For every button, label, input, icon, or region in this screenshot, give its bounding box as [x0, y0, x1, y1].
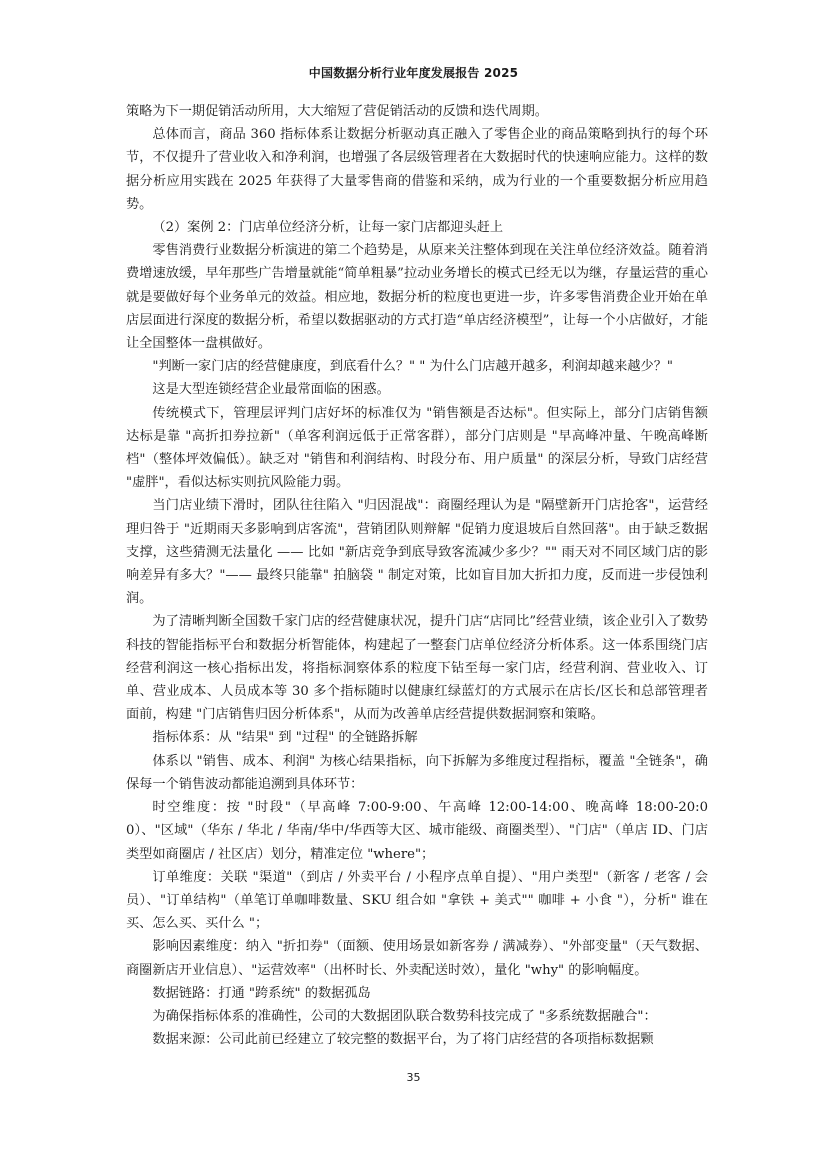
paragraph: 为了清晰判断全国数千家门店的经营健康状况，提升门店“店同比”经营业绩，该企业引入了数势科技的智能指标平台和数据分析智能体，构建起了一整套门店单位经济分析体系。这一体系围绕门店经营利润这一核心指标出发，将指标洞察体系的粒度下钻至每一家门店，经营利润、营业收入、订单、营业成本、人员成本等 30 多个指标随时以健康红绿蓝灯的方式展示在店长/区长和总部管理者面前，构建 "门店销售归因分析体系"，从而为改善单店经营提供数据洞察和策略。 — [126, 614, 708, 723]
paragraph: 体系以 "销售、成本、利润" 为核心结果指标，向下拆解为多维度过程指标，覆盖 "全链条"，确保每一个销售波动都能追溯到具体环节： — [126, 753, 708, 792]
subheading: 指标体系：从 "结果" 到 "过程" 的全链路拆解 — [152, 730, 418, 746]
paragraph: 策略为下一期促销活动所用，大大缩短了营促销活动的反馈和迭代周期。 — [126, 104, 548, 119]
report-body — [126, 100, 708, 1051]
paragraph: 零售消费行业数据分析演进的第二个趋势是，从原来关注整体到现在关注单位经济效益。随着消费增速放缓，早年那些广告增量就能“简单粗暴”拉动业务增长的模式已经无以为继，存量运营的重心就是要做好每个业务单元的效益。相应地，数据分析的粒度也更进一步，许多零售消费企业开始在单店层面进行深度的数据分析，希望以数据驱动的方式打造“单店经济模型”，让每一个小店做好，才能让全国整体一盘棋做好。 — [126, 243, 708, 352]
paragraph: 订单维度：关联 "渠道"（到店 / 外卖平台 / 小程序点单自提）、"用户类型"（新客 / 老客 / 会员）、"订单结构"（单笔订单咖啡数量、SKU 组合如 "拿铁 + 美式"" 咖啡 + 小食 "），分析" 谁在买、怎么买、买什么 "； — [126, 869, 708, 932]
page-number: 35 — [406, 1071, 421, 1084]
paragraph: 时空维度：按 "时段"（早高峰 7:00-9:00、午高峰 12:00-14:00、晚高峰 18:00-20:00）、"区域"（华东 / 华北 / 华南/华中/华西等大区、城市能级、商圈类型）、"门店"（单店 ID、门店类型如商圈店 / 社区店）划分，精准定位 "where"； — [126, 800, 708, 862]
paragraph: 总体而言，商品 360 指标体系让数据分析驱动真正融入了零售企业的商品策略到执行的每个环节，不仅提升了营业收入和净利润，也增强了各层级管理者在大数据时代的快速响应能力。这样的数据分析应用实践在 2025 年获得了大量零售商的借鉴和采纳，成为行业的一个重要数据分析应用趋势。 — [126, 127, 708, 212]
paragraph: 传统模式下，管理层评判门店好坏的标准仅为 "销售额是否达标"。但实际上，部分门店销售额达标是靠 "高折扣券拉新"（单客利润远低于正常客群），部分门店则是 "早高峰冲量、午晚高峰断档"（整体坪效偏低）。缺乏对 "销售和利润结构、时段分布、用户质量" 的深层分析，导致门店经营 "虚胖"，看似达标实则抗风险能力弱。 — [126, 405, 708, 491]
paragraph: 数据来源：公司此前已经建立了较完整的数据平台，为了将门店经营的各项指标数据颗 — [152, 1032, 654, 1048]
paragraph: 这是大型连锁经营企业最常面临的困惑。 — [152, 382, 390, 398]
paragraph: 影响因素维度：纳入 "折扣券"（面额、使用场景如新客券 / 满减券）、"外部变量"（天气数据、商圈新店开业信息）、"运营效率"（出杯时长、外卖配送时效），量化 "why" 的影响幅度。 — [126, 939, 708, 978]
subheading: 数据链路：打通 "跨系统" 的数据孤岛 — [152, 985, 371, 1001]
quote-paragraph: "判断一家门店的经营健康度，到底看什么？" " 为什么门店越开越多，利润却越来越少？" — [152, 359, 673, 375]
paragraph: 为确保指标体系的准确性，公司的大数据团队联合数势科技完成了 "多系统数据融合"： — [152, 1008, 657, 1024]
section-heading: （2）案例 2：门店单位经济分析，让每一家门店都迎头赶上 — [152, 220, 504, 236]
paragraph: 当门店业绩下滑时，团队往往陷入 "归因混战"：商圈经理认为是 "隔壁新开门店抢客"，运营经理归咎于 "近期雨天多影响到店客流"，营销团队则辩解 "促销力度退坡后自然回落"。由于缺乏数据支撑，这些猜测无法量化 —— 比如 "新店竞争到底导致客流减少多少？"" 雨天对不同区域门店的影响差异有多大？"—— 最终只能靠" 拍脑袋 " 制定对策，比如盲目加大折扣力度，反而进一步侵蚀利润。 — [126, 498, 708, 607]
page-header: 中国数据分析行业年度发展报告 2025 — [308, 66, 519, 80]
